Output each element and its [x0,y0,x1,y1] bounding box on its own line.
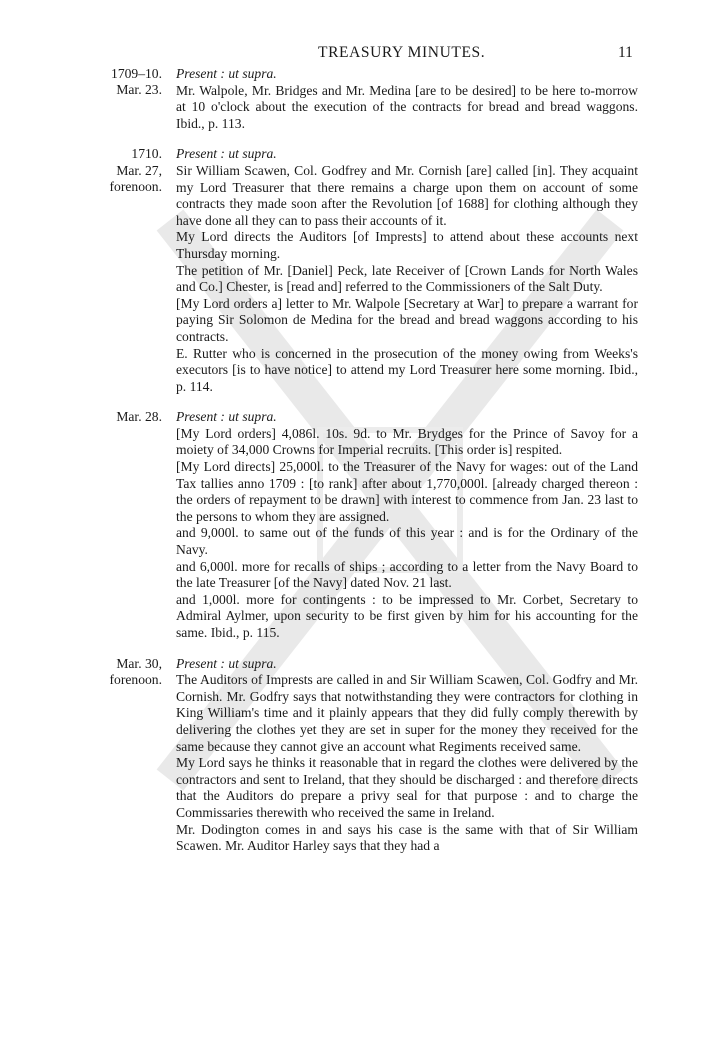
margin-date [0,146,176,395]
paragraph: [My Lord orders a] letter to Mr. Walpole [Secretary at War] to prepare a warrant for paying Sir Solomon de Medina for the bread and bread waggons according to his contracts. [176,295,638,344]
page-number: 11 [618,44,633,61]
running-title: TREASURY MINUTES. [318,44,486,61]
document-body [0,66,720,855]
date-line: Mar. 27, [116,162,162,178]
present-line: Present : ut supra. [176,409,277,425]
page-header [0,44,720,68]
entry-text [176,656,638,855]
date-line: Mar. 28. [116,409,162,425]
date-line: 1709–10. [111,66,162,81]
paragraph: Mr. Walpole, Mr. Bridges and Mr. Medina [are to be desired] to be here to-morrow at 10 o'clock about the execution of the contracts for bread and bread waggons. Ibid., p. 113. [176,82,638,131]
date-line: forenoon. [109,179,162,195]
paragraph: and 9,000l. to same out of the funds of this year : and is for the Ordinary of the Navy. [176,525,638,558]
entry-text [176,66,638,132]
paragraph: Mr. Dodington comes in and says his case is the same with that of Sir William Scawen. Mr. Auditor Harley says that they had a [176,821,638,854]
present-line: Present : ut supra. [176,66,277,81]
present-line: Present : ut supra. [176,146,277,162]
paragraph: and 6,000l. more for recalls of ships ; according to a letter from the Navy Board to the late Treasurer [of the Navy] dated Nov. 21 last. [176,558,638,591]
paragraph: E. Rutter who is concerned in the prosecution of the money owing from Weeks's executors [is to have notice] to attend my Lord Treasurer here some morning. Ibid., p. 114. [176,345,638,394]
entry-text [176,146,638,395]
date-line: Mar. 23. [116,82,162,98]
paragraph: and 1,000l. more for contingents : to be impressed to Mr. Corbet, Secretary to Admiral Aylmer, upon security to be first given by him for his accounting for the same. Ibid., p. 115. [176,591,638,640]
minute-entry [0,656,720,855]
margin-date [0,409,176,641]
paragraph: [My Lord orders] 4,086l. 10s. 9d. to Mr. Brydges for the Prince of Savoy for a moiety of 34,000 Crowns for Imperial recruits. [This order is] respited. [176,425,638,458]
paragraph: My Lord directs the Auditors [of Imprests] to attend about these accounts next Thursday morning. [176,229,638,261]
margin-date [0,66,176,132]
entry-text [176,409,638,641]
date-line: 1710. [131,146,162,162]
date-line: forenoon. [109,672,162,687]
minute-entry [0,409,720,641]
paragraph: The Auditors of Imprests are called in and Sir William Scawen, Col. Godfry and Mr. Cornish. Mr. Godfry says that notwithstanding they were contractors for clothing in King William's time and it plainly appears that they did fully comply therewith by delivering the clothes yet they are set in super for the money they received for the same because they cannot give an account what Regiments received same. [176,672,638,754]
minute-entry [0,146,720,395]
paragraph: My Lord says he thinks it reasonable that in regard the clothes were delivered by the contractors and sent to Ireland, that they should be discharged : and therefore directs that the Auditors do prepare a privy seal for that purpose : and to charge the Commissaries therewith who received the same in Ireland. [176,755,638,820]
present-line: Present : ut supra. [176,655,277,671]
paragraph: Sir William Scawen, Col. Godfrey and Mr. Cornish [are] called [in]. They acquaint my Lord Treasurer that there remains a charge upon them on account of some contracts they made soon after the Revolution [of 1688] for clothing although they have done all they can to pass their accounts of it. [176,162,638,228]
date-line: Mar. 30, [116,655,162,671]
minute-entry [0,66,720,132]
paragraph: The petition of Mr. [Daniel] Peck, late Receiver of [Crown Lands for North Wales and Co.] Chester, is [read and] referred to the Commissioners of the Salt Duty. [176,262,638,295]
margin-date [0,656,176,855]
paragraph: [My Lord directs] 25,000l. to the Treasurer of the Navy for wages: out of the Land Tax tallies anno 1709 : [to rank] after about 1,770,000l. [already charged thereon : the orders of repayment to be drawn] with interest to commence from Jan. 23 last to the persons to whom they are assigned. [176,459,638,524]
